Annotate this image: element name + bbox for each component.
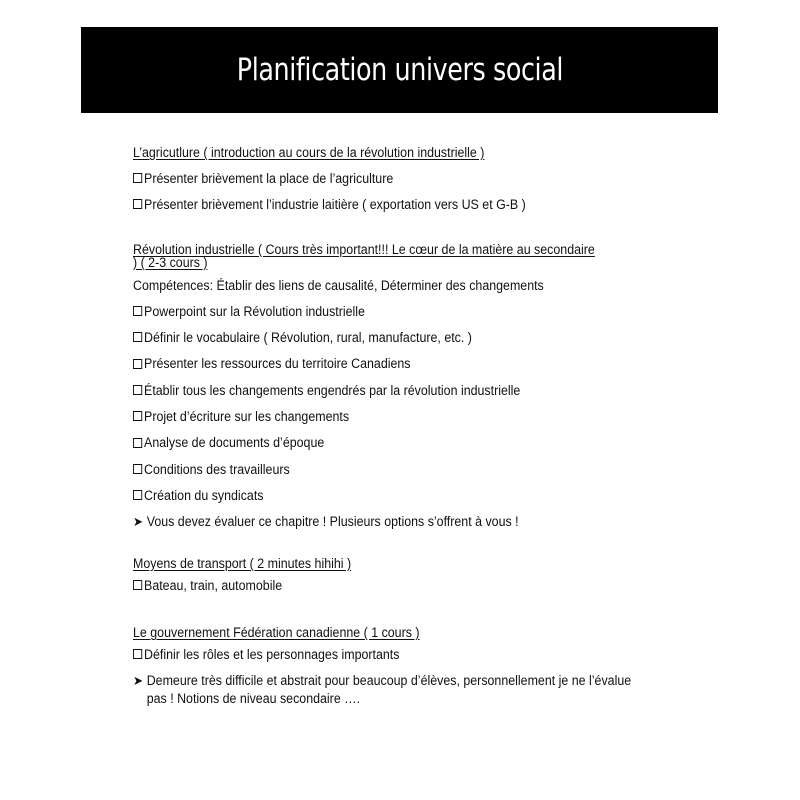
checklist-item: [133, 351, 648, 377]
checkbox-icon[interactable]: [133, 580, 142, 590]
item-text: Conditions des travailleurs: [144, 461, 290, 477]
item-text: Établir tous les changements engendrés par la révolution industrielle: [144, 382, 521, 398]
section-gouvernement: [133, 625, 693, 708]
section-heading: L’agricutlure ( introduction au cours de la révolution industrielle ): [133, 145, 485, 160]
section-agriculture: [133, 145, 693, 219]
arrow-note: [133, 668, 648, 708]
checkbox-icon[interactable]: [133, 173, 142, 183]
checklist-item: [133, 378, 648, 404]
title-banner: [81, 27, 718, 113]
arrow-bullet-icon: ➤: [133, 673, 144, 689]
checkbox-icon[interactable]: [133, 649, 142, 659]
checklist-item: [133, 457, 648, 483]
checklist-item: [133, 404, 648, 430]
checklist-item: [133, 299, 648, 325]
item-text: Vous devez évaluer ce chapitre ! Plusieurs options s’offrent à vous !: [146, 514, 519, 530]
planning-content: [133, 145, 693, 708]
spacer: [133, 599, 693, 625]
item-text: Définir le vocabulaire ( Révolution, rural, manufacture, etc. ): [144, 330, 472, 346]
spacer: [133, 536, 693, 556]
item-text: Projet d’écriture sur les changements: [144, 409, 350, 425]
checkbox-icon[interactable]: [133, 385, 142, 395]
item-text: Création du syndicats: [144, 487, 264, 503]
item-text: Bateau, train, automobile: [144, 577, 283, 593]
item-text: Définir les rôles et les personnages importants: [144, 646, 400, 662]
item-text: Demeure très difficile et abstrait pour beaucoup d’élèves, personnellement je ne l’évalue pas ! Notions de niveau secondaire ….: [146, 673, 632, 707]
item-text: Présenter brièvement l’industrie laitière ( exportation vers US et G-B ): [144, 197, 526, 213]
checkbox-icon[interactable]: [133, 490, 142, 500]
competences-line: Compétences: Établir des liens de causalité, Déterminer des changements: [133, 277, 544, 293]
checklist-item: [133, 166, 648, 192]
item-text: Analyse de documents d’époque: [144, 435, 325, 451]
checkbox-icon[interactable]: [133, 438, 142, 448]
section-revolution-industrielle: [133, 243, 693, 536]
checklist-item: [133, 573, 648, 599]
checkbox-icon[interactable]: [133, 411, 142, 421]
section-heading: Révolution industrielle ( Cours très important!!! Le cœur de la matière au secondaire ) ( 2-3 cours ): [133, 241, 595, 270]
arrow-bullet-icon: ➤: [133, 514, 144, 530]
arrow-note: [133, 509, 648, 535]
checklist-item: [133, 325, 648, 351]
checkbox-icon[interactable]: [133, 332, 142, 342]
section-heading: Le gouvernement Fédération canadienne ( 1 cours ): [133, 624, 420, 640]
checklist-item: [133, 430, 648, 456]
section-moyens-transport: [133, 556, 693, 599]
page-title: Planification univers social: [236, 52, 563, 88]
section-heading: Moyens de transport ( 2 minutes hihihi ): [133, 555, 352, 571]
item-text: Présenter les ressources du territoire Canadiens: [144, 356, 411, 372]
checkbox-icon[interactable]: [133, 306, 142, 316]
checkbox-icon[interactable]: [133, 199, 142, 209]
item-text: Powerpoint sur la Révolution industrielle: [144, 303, 365, 319]
checklist-item: [133, 642, 648, 668]
spacer: [133, 219, 693, 243]
checklist-item: [133, 192, 648, 218]
checkbox-icon[interactable]: [133, 359, 142, 369]
item-text: Présenter brièvement la place de l’agriculture: [144, 171, 394, 186]
checklist-item: [133, 483, 648, 509]
checkbox-icon[interactable]: [133, 464, 142, 474]
